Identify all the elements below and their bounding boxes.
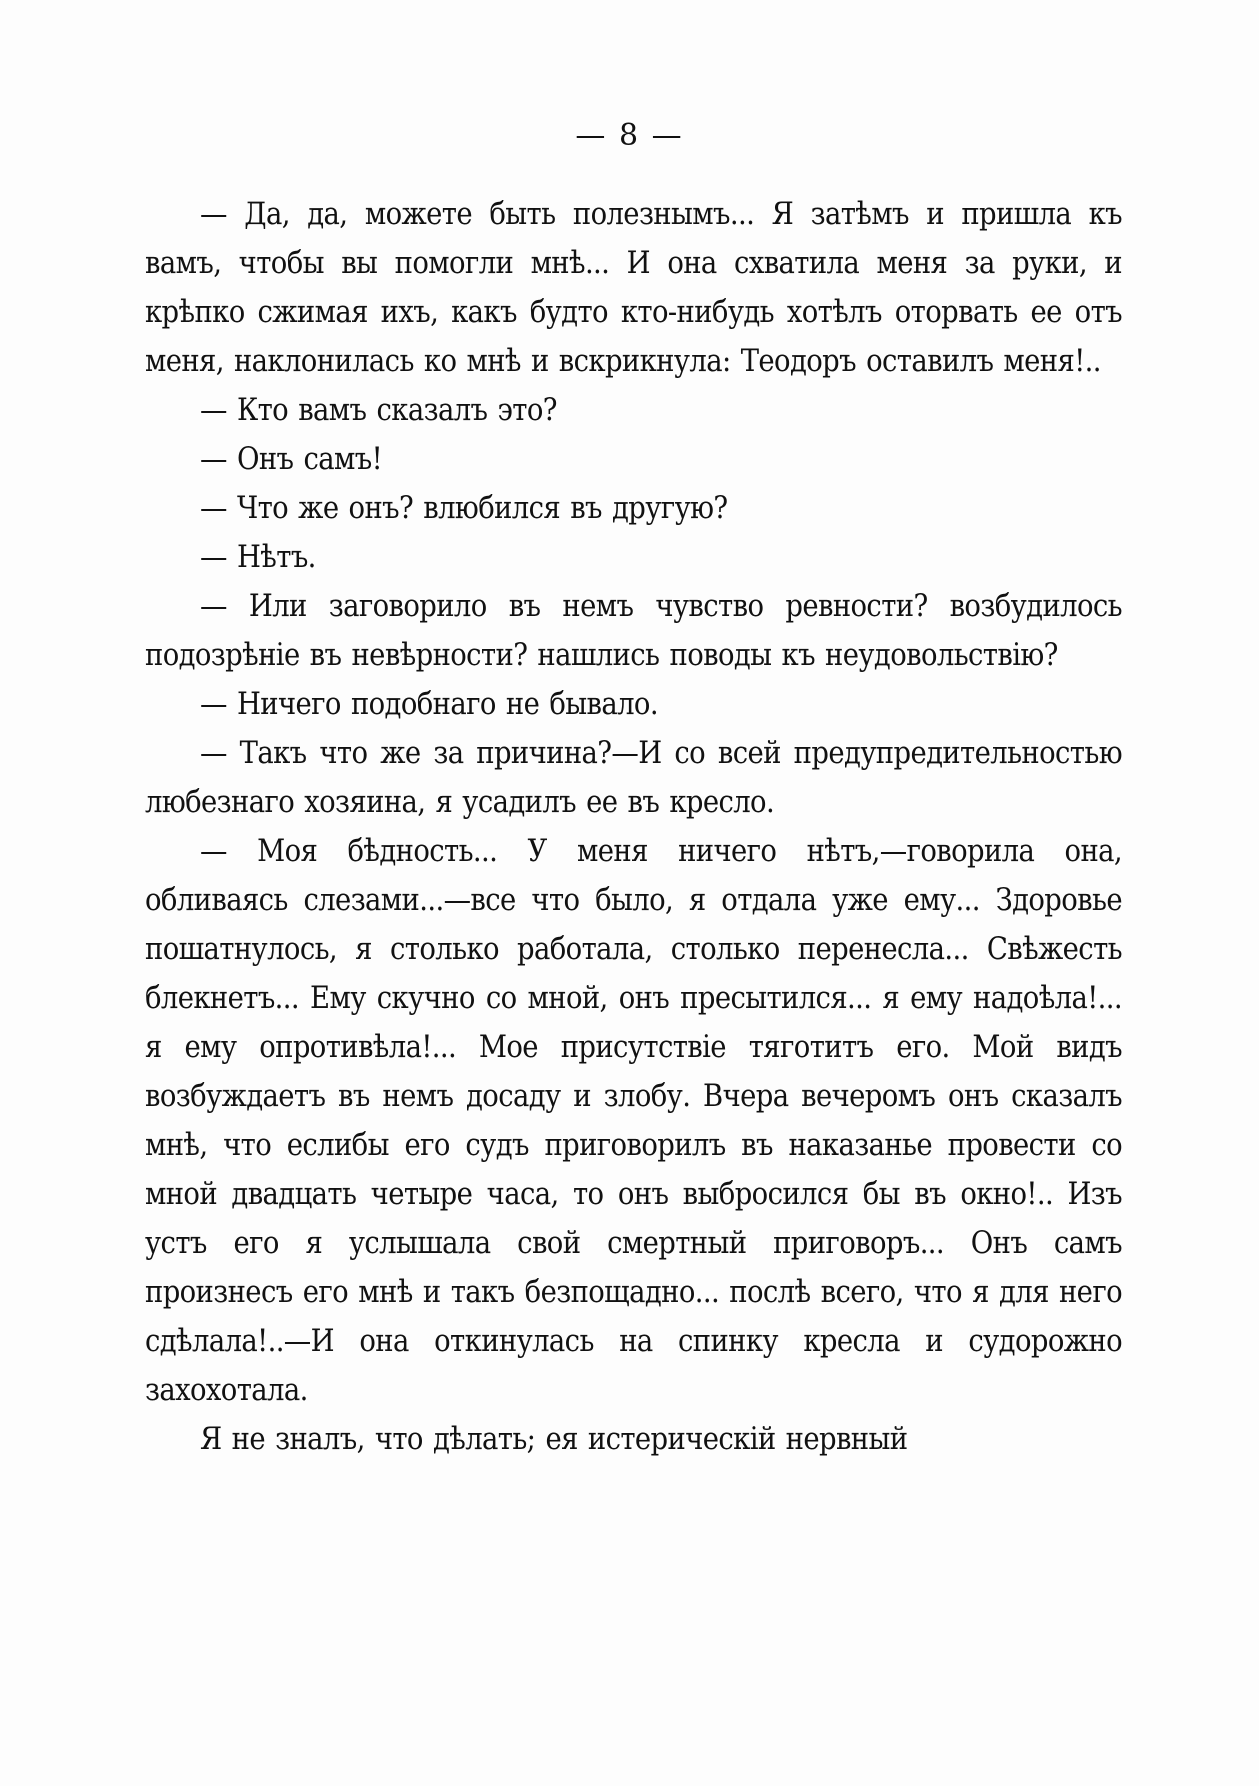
page-text [145,190,1122,1464]
paragraph: — Ничего подобнаго не бывало. [200,687,658,722]
paragraph: — Нѣтъ. [200,540,316,575]
paragraph: Я не зналъ, что дѣлать; ея истерическій нервный [200,1422,908,1457]
paragraph: — Онъ самъ! [200,442,383,477]
paragraph: — Да, да, можете быть полезнымъ... Я затѣмъ и пришла къ вамъ, чтобы вы помогли мнѣ... И она схватила меня за руки, и крѣпко сжимая ихъ, какъ будто кто-нибудь хотѣлъ оторвать ее отъ меня, наклонилась ко мнѣ и вскрикнула: Теодоръ оставилъ меня!.. [145,197,1122,379]
page-number: — 8 — [575,118,684,153]
paragraph: — Что же онъ? влюбился въ другую? [200,491,728,526]
paragraph: — Моя бѣдность... У меня ничего нѣтъ,—говорила она, обливаясь слезами...—все что было, я отдала уже ему... Здоровье пошатнулось, я столько работала, столько перенесла... Свѣжесть блекнетъ... Ему скучно со мной, онъ пресытился... я ему надоѣла!... я ему опротивѣла!... Мое присутствіе тяготитъ его. Мой видъ возбуждаетъ въ немъ досаду и злобу. Вчера вечеромъ онъ сказалъ мнѣ, что еслибы его судъ приговорилъ въ наказанье провести со мной двадцать четыре часа, то онъ выбросился бы въ окно!.. Изъ устъ его я услышала свой смертный приговоръ... Онъ самъ произнесъ его мнѣ и такъ безпощадно... послѣ всего, что я для него сдѣлала!..—И она откинулась на спинку кресла и судорожно захохотала. [145,834,1122,1408]
paragraph: — Или заговорило въ немъ чувство ревности? возбудилось подозрѣніе въ невѣрности? нашлись поводы къ неудовольствію? [145,589,1122,673]
paragraph: — Кто вамъ сказалъ это? [200,393,557,428]
paragraph: — Такъ что же за причина?—И со всей предупредительностью любезнаго хозяина, я усадилъ ее въ кресло. [145,736,1122,820]
